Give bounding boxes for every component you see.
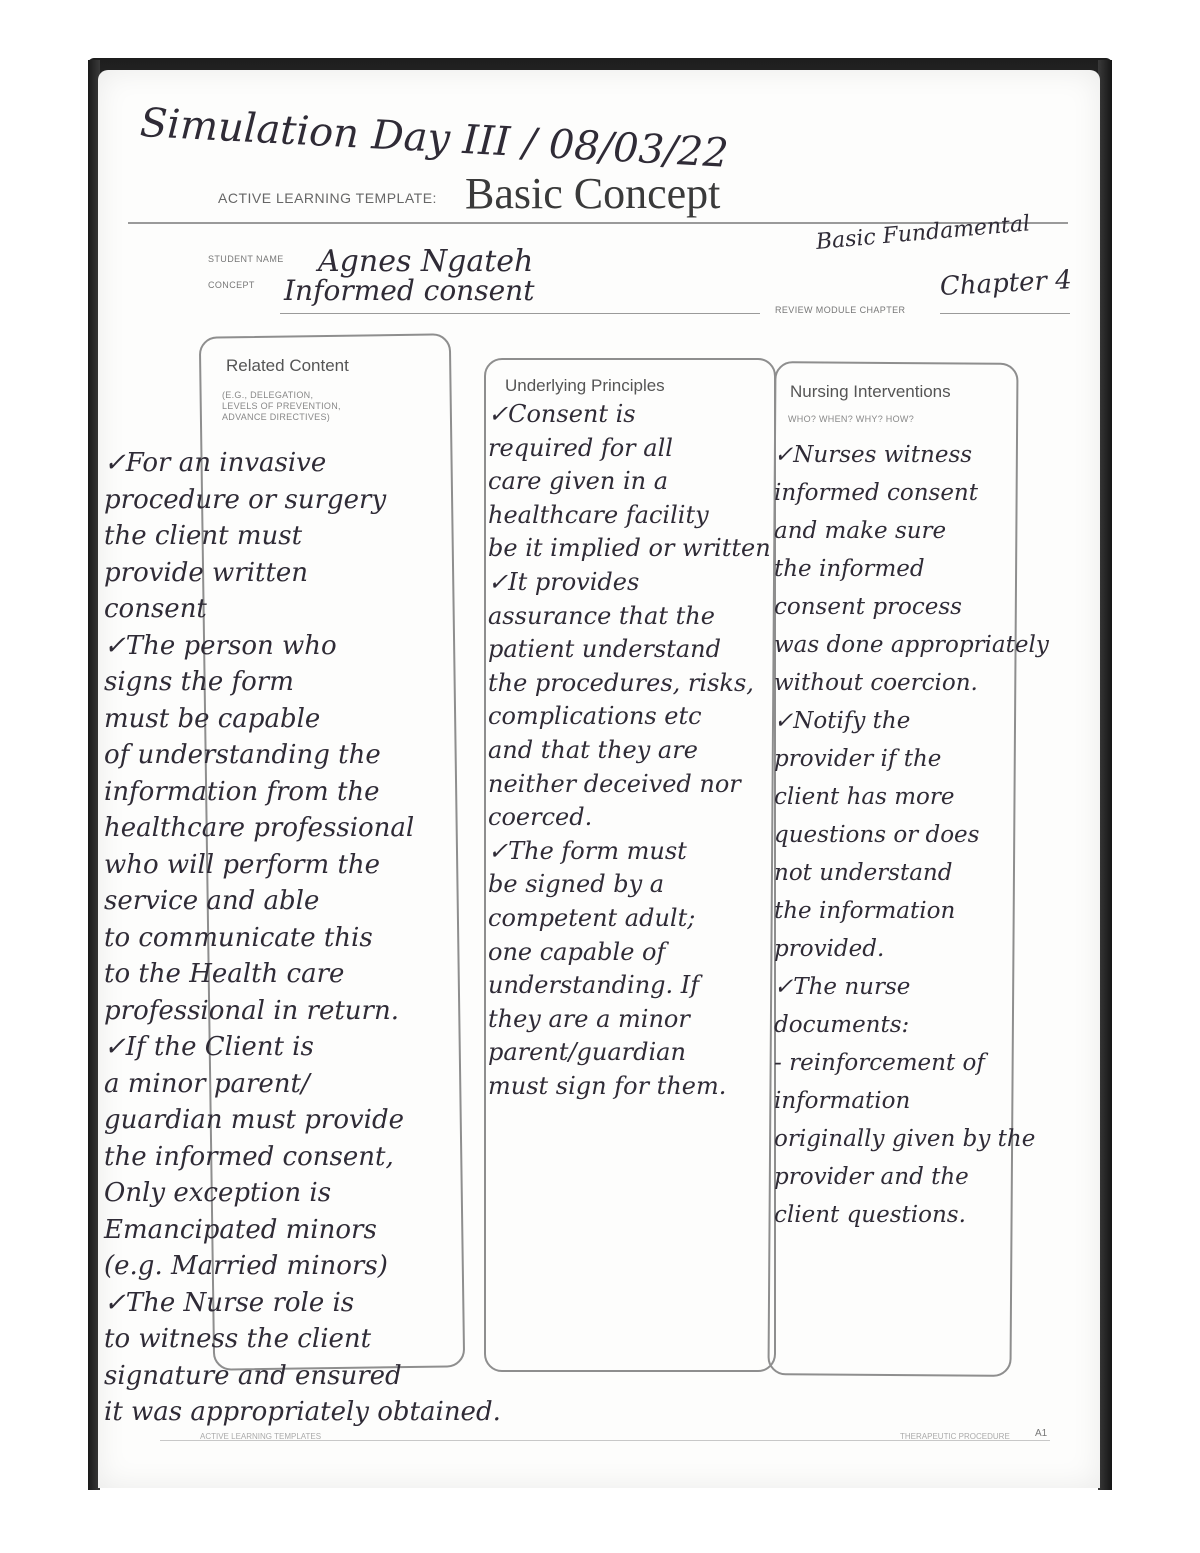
related-line: to the Health care [104,959,345,989]
related-content-text [104,445,501,1431]
related-line: the informed consent, [104,1141,394,1172]
related-line: signature and ensured [104,1360,402,1391]
related-line: consent [104,594,207,624]
interventions-line: client has more [774,784,955,810]
related-line: it was appropriately obtained. [104,1397,501,1427]
interventions-line: documents: [774,1012,910,1038]
interventions-line: the informed [774,556,925,582]
principles-line: understanding. If [488,971,700,1000]
review-module-value: Basic Fundamental [814,211,1032,255]
student-name-label: STUDENT NAME [208,254,284,264]
interventions-line: the information [774,898,956,924]
related-line: ✓If the Client is [104,1032,314,1062]
principles-line: required for all [488,433,673,462]
related-line: must be capable [104,703,321,734]
underlying-principles-title: Underlying Principles [505,376,665,395]
simulation-title: Simulation Day III / 08/03/22 [138,100,730,177]
principles-line: complications etc [488,702,702,731]
interventions-line: provider and the [774,1164,969,1190]
interventions-line: ✓Nurses witness [774,442,973,468]
related-line: of understanding the [104,740,381,770]
interventions-line: client questions. [774,1202,966,1228]
nursing-interventions-text [774,436,1049,1234]
concept-label: CONCEPT [208,280,255,290]
principles-line: ✓The form must [488,836,687,865]
related-line: who will perform the [104,849,381,880]
footer-right-label: THERAPEUTIC PROCEDURE [900,1432,1010,1441]
template-title: Basic Concept [465,169,721,218]
principles-line: one capable of [488,937,666,966]
related-line: ✓The person who [104,630,337,661]
nursing-interventions-subtitle: WHO? WHEN? WHY? HOW? [788,414,915,424]
interventions-line: - reinforcement of [774,1050,985,1076]
related-line: to witness the client [104,1324,372,1354]
interventions-line: and make sure [774,518,947,544]
principles-line: patient understand [488,635,721,664]
concept-underline [280,313,760,314]
interventions-line: informed consent [774,480,978,506]
interventions-line: questions or does [774,822,980,848]
principles-line: coerced. [488,803,593,832]
concept-value: Informed consent [284,274,535,307]
related-line: ✓The Nurse role is [104,1287,355,1318]
related-line: professional in return. [104,995,399,1026]
related-line: guardian must provide [104,1105,405,1135]
principles-line: neither deceived nor [488,769,741,798]
related-line: to communicate this [104,922,373,953]
principles-line: they are a minor [488,1004,690,1033]
interventions-line: originally given by the [774,1126,1036,1152]
principles-line: be signed by a [488,870,665,899]
scan-edge-right [1098,60,1112,1490]
footer-left-label: ACTIVE LEARNING TEMPLATES [200,1432,322,1441]
principles-line: ✓Consent is [488,400,636,428]
principles-line: the procedures, risks, [488,668,754,697]
template-label: ACTIVE LEARNING TEMPLATE: [218,190,437,206]
interventions-line: information [774,1088,911,1114]
related-line: (e.g. Married minors) [104,1251,388,1281]
related-line: procedure or surgery [104,484,387,515]
related-line: signs the form [104,667,294,697]
interventions-line: provider if the [774,746,942,772]
principles-line: assurance that the [488,601,715,630]
interventions-line: not understand [774,860,953,886]
principles-line: ✓It provides [488,567,640,596]
related-content-title: Related Content [226,356,349,375]
principles-line: parent/guardian [488,1038,686,1067]
chapter-value: Chapter 4 [939,265,1073,302]
interventions-line: was done appropriately [774,632,1049,658]
student-name-value: Agnes Ngateh [318,244,534,279]
related-line: information from the [104,776,380,807]
principles-line: healthcare facility [488,500,709,529]
underlying-principles-text [488,398,771,1103]
footer-page-number: A1 [1035,1428,1048,1439]
nursing-interventions-title: Nursing Interventions [790,382,951,401]
interventions-line: consent process [774,594,962,620]
principles-line: care given in a [488,467,669,496]
interventions-line: ✓The nurse [774,974,911,1000]
principles-line: must sign for them. [488,1071,727,1100]
principles-line: and that they are [488,735,698,764]
related-line: Emancipated minors [104,1214,377,1245]
principles-line: competent adult; [488,903,696,932]
chapter-underline [940,313,1070,314]
related-line: provide written [104,557,309,588]
interventions-line: provided. [774,936,885,962]
related-content-subtitle: (E.G., DELEGATION, LEVELS OF PREVENTION, ADVANCE DIRECTIVES) [222,390,341,422]
review-module-label: REVIEW MODULE CHAPTER [775,305,906,315]
related-line: service and able [104,886,320,916]
interventions-line: without coercion. [774,670,978,696]
related-line: Only exception is [104,1178,332,1208]
interventions-line: ✓Notify the [774,708,911,734]
related-line: the client must [104,521,303,551]
related-line: a minor parent/ [104,1068,310,1099]
related-line: ✓For an invasive [104,448,327,478]
principles-line: be it implied or written [488,534,771,563]
related-line: healthcare professional [104,813,415,843]
